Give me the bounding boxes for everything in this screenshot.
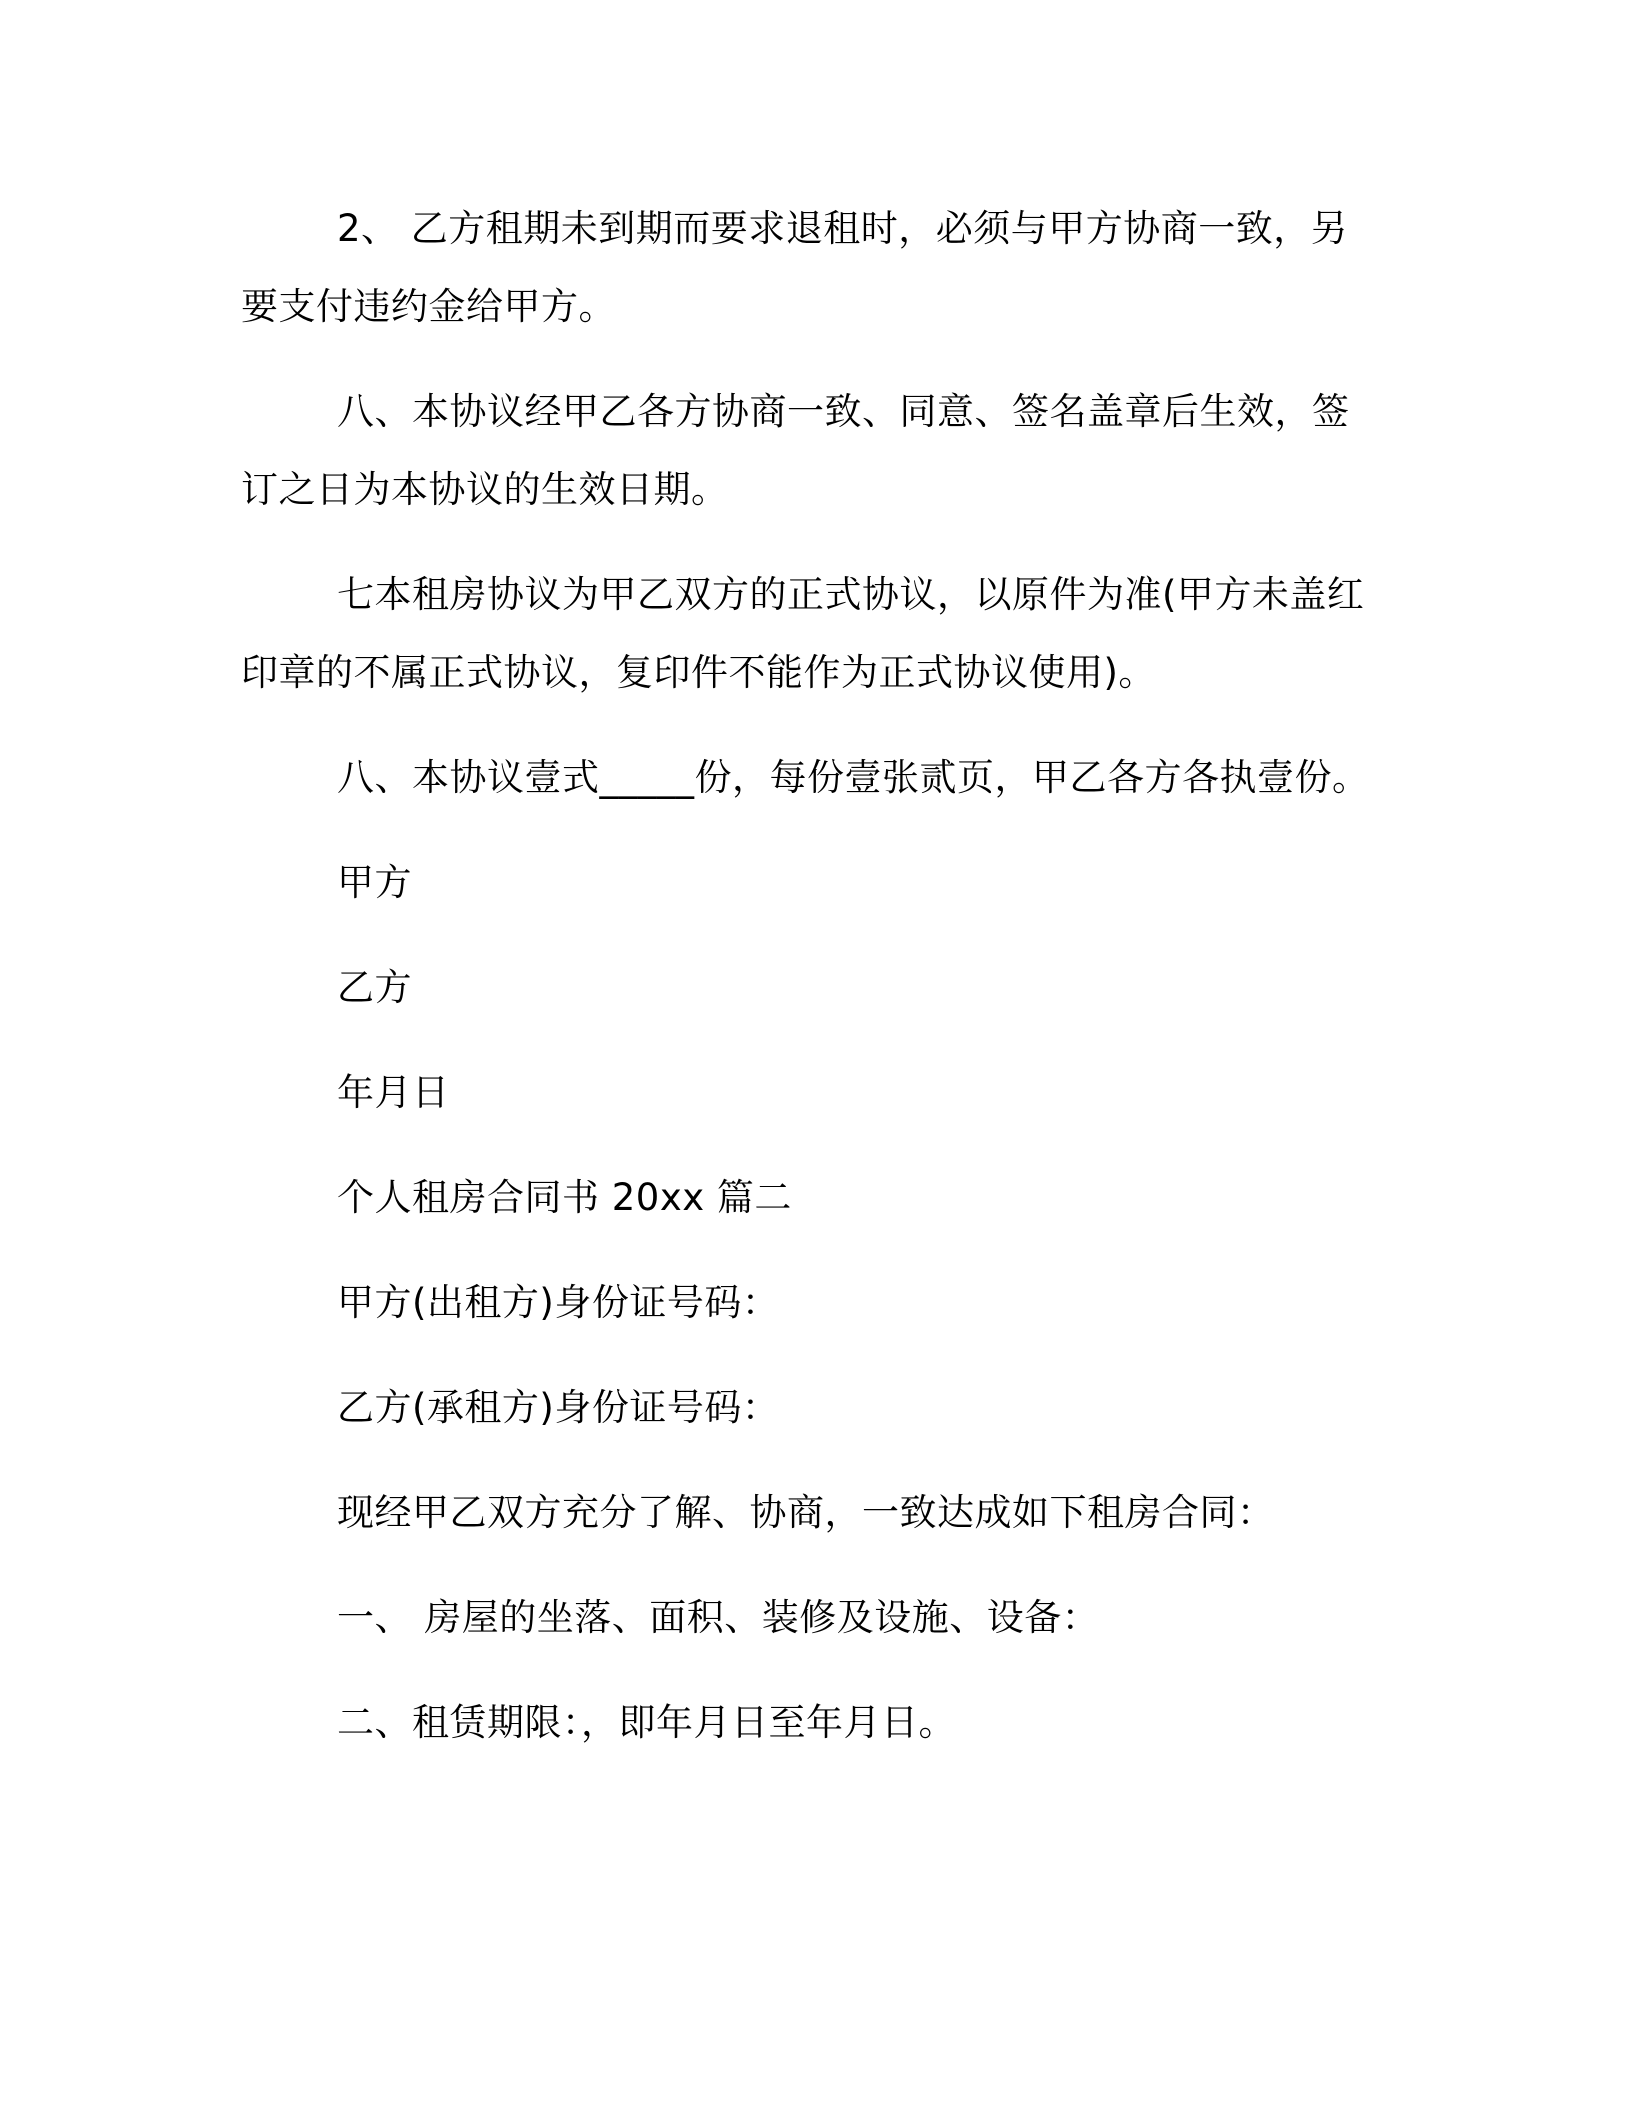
- party-b-id-label: 乙方(承租方)身份证号码：: [337, 1386, 780, 1429]
- party-b-signature-label: 乙方: [337, 966, 412, 1009]
- section-title-part-two: 个人租房合同书 20xx 篇二: [337, 1176, 792, 1219]
- clause-property-details: 一、 房屋的坐落、面积、装修及设施、设备：: [337, 1596, 1100, 1639]
- clause-lease-term: 二、租赁期限：，即年月日至年月日。: [337, 1701, 956, 1744]
- clause-official-agreement: 七本租房协议为甲乙双方的正式协议，以原件为准(甲方未盖红印章的不属正式协议，复印件不能作为正式协议使用)。: [241, 573, 1365, 694]
- party-a-id-label: 甲方(出租方)身份证号码：: [337, 1281, 780, 1324]
- party-a-signature-label: 甲方: [337, 861, 412, 904]
- clause-early-termination: 2、 乙方租期未到期而要求退租时，必须与甲方协商一致，另要支付违约金给甲方。: [241, 207, 1349, 328]
- signature-date-label: 年月日: [337, 1071, 450, 1114]
- clause-copies: 八、本协议壹式_____份，每份壹张贰页，甲乙各方各执壹份。: [337, 756, 1370, 799]
- clause-effective-date: 八、本协议经甲乙各方协商一致、同意、签名盖章后生效，签订之日为本协议的生效日期。: [241, 390, 1350, 511]
- contract-preamble: 现经甲乙双方充分了解、协商，一致达成如下租房合同：: [337, 1491, 1275, 1534]
- document-body: [241, 190, 1381, 1789]
